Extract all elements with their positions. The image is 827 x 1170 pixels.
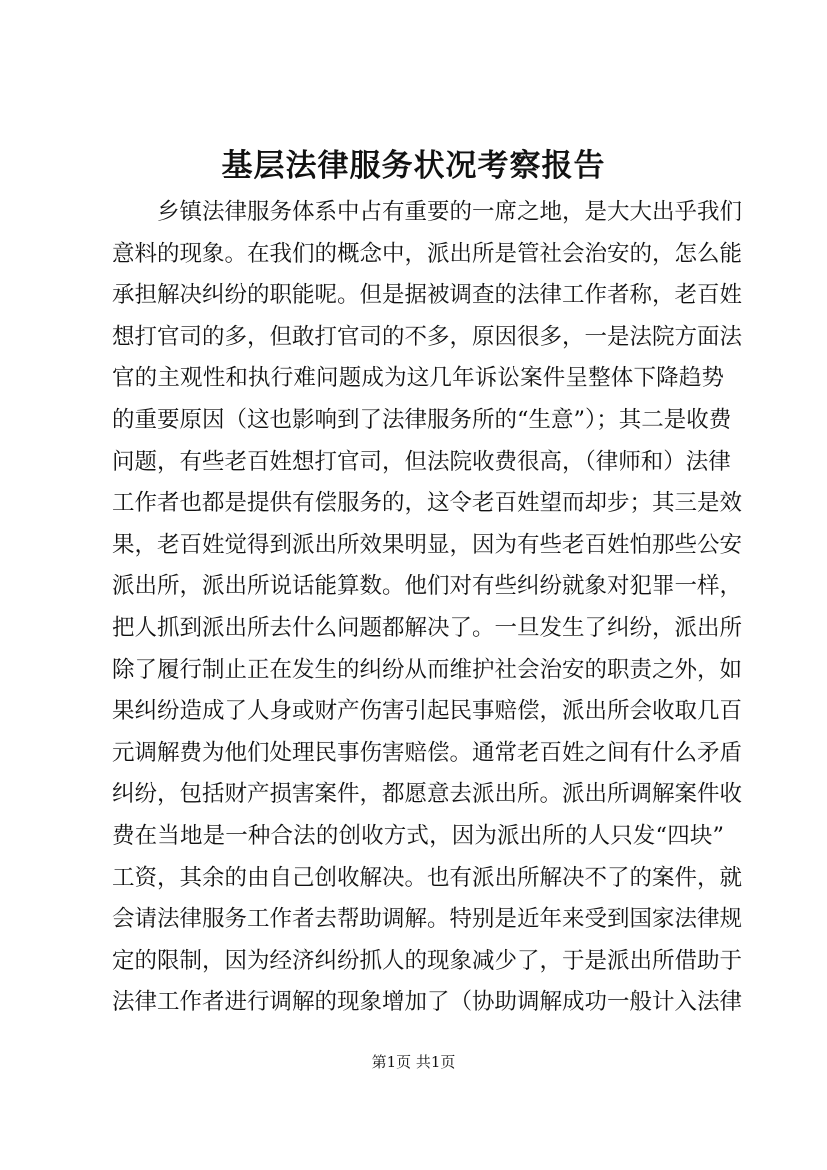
body-line: 工作者也都是提供有偿服务的，这令老百姓望而却步；其三是效 [112, 490, 743, 517]
body-line: 除了履行制止正在发生的纠纷从而维护社会治安的职责之外，如 [112, 656, 743, 683]
body-line: 会请法律服务工作者去帮助调解。特别是近年来受到国家法律规 [112, 906, 743, 933]
document-title: 基层法律服务状况考察报告 [221, 148, 606, 184]
body-line: 的重要原因（这也影响到了法律服务所的“生意”）；其二是收费 [112, 406, 732, 433]
body-line: 承担解决纠纷的职能呢。但是据被调查的法律工作者称，老百姓 [112, 282, 743, 309]
body-line: 意料的现象。在我们的概念中，派出所是管社会治安的，怎么能 [112, 240, 743, 267]
page-number-footer: 第1页 共1页 [371, 1053, 456, 1071]
body-line: 纠纷，包括财产损害案件，都愿意去派出所。派出所调解案件收 [112, 781, 743, 808]
body-line: 想打官司的多，但敢打官司的不多，原因很多，一是法院方面法 [112, 323, 743, 350]
body-line: 乡镇法律服务体系中占有重要的一席之地，是大大出乎我们 [157, 199, 743, 225]
body-line: 果纠纷造成了人身或财产伤害引起民事赔偿，派出所会收取几百 [112, 698, 743, 725]
body-line: 官的主观性和执行难问题成为这几年诉讼案件呈整体下降趋势 [112, 365, 724, 392]
body-line: 元调解费为他们处理民事伤害赔偿。通常老百姓之间有什么矛盾 [112, 739, 743, 766]
body-line: 派出所，派出所说话能算数。他们对有些纠纷就象对犯罪一样， [112, 573, 743, 600]
body-line: 定的限制，因为经济纠纷抓人的现象减少了，于是派出所借助于 [112, 947, 743, 974]
body-line: 问题，有些老百姓想打官司，但法院收费很高，（律师和）法律 [112, 448, 731, 475]
body-line: 法律工作者进行调解的现象增加了（协助调解成功一般计入法律 [112, 989, 743, 1016]
body-line: 工资，其余的由自己创收解决。也有派出所解决不了的案件，就 [112, 864, 743, 891]
body-line: 把人抓到派出所去什么问题都解决了。一旦发生了纠纷，派出所 [112, 614, 743, 641]
body-line: 费在当地是一种合法的创收方式，因为派出所的人只发“四块” [112, 822, 724, 849]
body-line: 果，老百姓觉得到派出所效果明显，因为有些老百姓怕那些公安 [112, 531, 743, 558]
document-body [112, 192, 743, 1024]
